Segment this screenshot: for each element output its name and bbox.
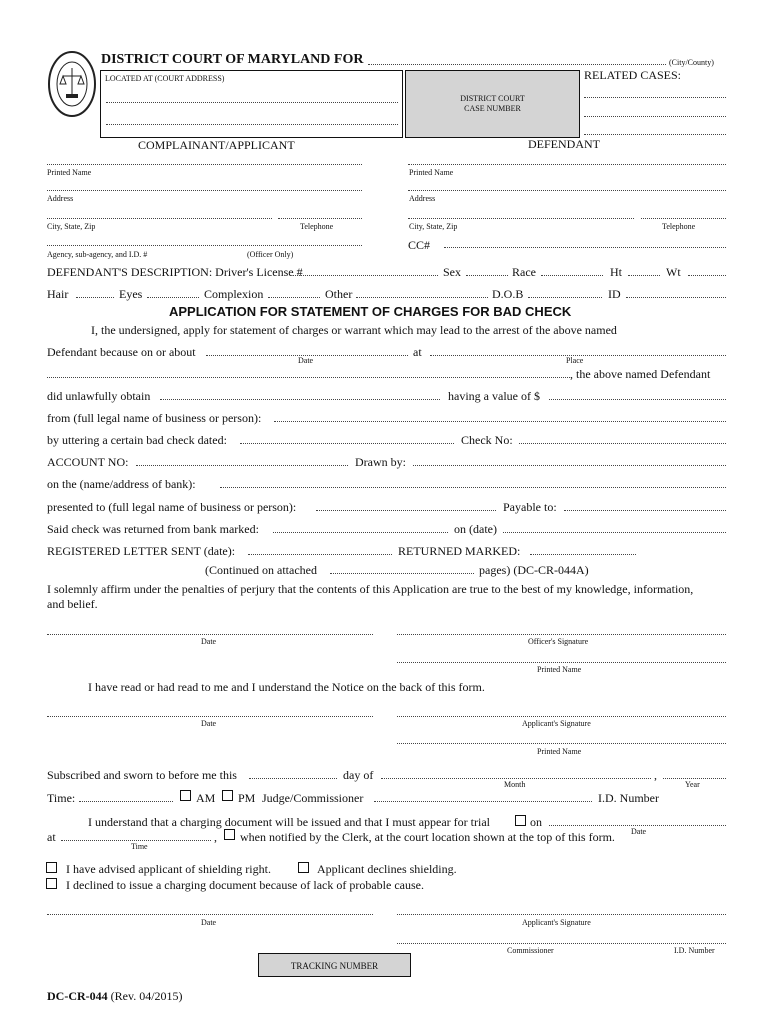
advised-shielding-label: I have advised applicant of shielding right. [66, 862, 271, 876]
complexion-field[interactable] [268, 297, 320, 298]
complexion-label: Complexion [204, 287, 264, 301]
declines-shielding-label: Applicant declines shielding. [317, 862, 457, 876]
defendant-city-label: City, State, Zip [409, 222, 458, 231]
defendant-name-label: Printed Name [409, 168, 454, 177]
defendant-address-field[interactable] [408, 190, 726, 191]
subscribed-label: Subscribed and sworn to before me this [47, 768, 237, 782]
presented-label: presented to (full legal name of business or person): [47, 500, 297, 514]
drivers-license-field[interactable] [293, 275, 438, 276]
defendant-phone-label: Telephone [662, 222, 696, 231]
sworn-time-field[interactable] [79, 801, 173, 802]
tracking-number-label: TRACKING NUMBER [290, 961, 379, 971]
when-notified-text: when notified by the Clerk, at the court location shown at the top of this form. [240, 830, 615, 844]
having-value-label: having a value of $ [448, 389, 540, 403]
check-no-label: Check No: [461, 433, 513, 447]
judge-field[interactable] [374, 801, 592, 802]
obtained-item-field[interactable] [160, 399, 440, 400]
presented-field[interactable] [316, 510, 496, 511]
complainant-heading: COMPLAINANT/APPLICANT [138, 138, 295, 152]
sworn-year-field[interactable] [663, 778, 726, 779]
commissioner-applicant-sig-label: Applicant's Signature [522, 918, 591, 927]
above-named-text: , the above named Defendant [570, 367, 711, 381]
trial-date-checkbox[interactable] [515, 815, 526, 826]
form-id-code: DC-CR-044 [47, 989, 108, 1003]
pm-checkbox[interactable] [222, 790, 233, 801]
defendant-heading: DEFENDANT [528, 137, 600, 151]
related-case-2[interactable] [584, 116, 726, 117]
trial-time-field[interactable] [61, 840, 211, 841]
court-title: DISTRICT COURT OF MARYLAND FOR [101, 52, 364, 67]
related-case-3[interactable] [584, 134, 726, 135]
form-id [47, 989, 183, 1004]
date-caption: Date [298, 356, 314, 365]
officer-printed-name-field[interactable] [397, 662, 726, 663]
related-cases-label: RELATED CASES: [584, 68, 682, 82]
agency-label: Agency, sub-agency, and I.D. # [47, 250, 148, 259]
other-field[interactable] [356, 297, 488, 298]
am-checkbox[interactable] [180, 790, 191, 801]
returned-marked-label: Said check was returned from bank marked: [47, 522, 259, 536]
at-label: at [413, 345, 422, 359]
drawn-by-field[interactable] [413, 465, 726, 466]
pm-label: PM [238, 791, 256, 805]
complainant-city-label: City, State, Zip [47, 222, 96, 231]
officer-only-label: (Officer Only) [247, 250, 294, 259]
hair-field[interactable] [76, 297, 114, 298]
complainant-phone-field[interactable] [278, 218, 362, 219]
applicant-signature-label: Applicant's Signature [522, 719, 591, 728]
on-bank-label: on the (name/address of bank): [47, 477, 196, 491]
commissioner-applicant-sig-field[interactable] [397, 914, 726, 915]
day-of-label: day of [343, 768, 374, 782]
commissioner-id-label: I.D. Number [674, 946, 715, 955]
applicant-date-field[interactable] [47, 716, 373, 717]
sworn-comma: , [654, 768, 657, 782]
eyes-field[interactable] [147, 297, 199, 298]
dob-label: D.O.B [492, 287, 524, 301]
sex-label: Sex [443, 265, 461, 279]
month-caption: Month [504, 780, 526, 789]
judge-commissioner-label: Judge/Commissioner [262, 791, 364, 805]
cc-label: CC# [408, 238, 431, 252]
complainant-name-label: Printed Name [47, 168, 92, 177]
description-label: DEFENDANT'S DESCRIPTION: Driver's License # [47, 265, 303, 279]
trial-time-caption: Time [131, 842, 148, 851]
defendant-because-label: Defendant because on or about [47, 345, 196, 359]
case-number-label-1: DISTRICT COURT [460, 94, 525, 103]
returned-marked-field[interactable] [273, 532, 448, 533]
id-field[interactable] [626, 297, 726, 298]
applicant-signature-field[interactable] [397, 716, 726, 717]
declined-issue-label: I declined to issue a charging document because of lack of probable cause. [66, 878, 424, 892]
when-notified-checkbox[interactable] [224, 829, 235, 840]
complainant-name-field[interactable] [47, 164, 362, 165]
sworn-id-number-label: I.D. Number [598, 791, 659, 805]
trial-date-field[interactable] [549, 825, 726, 826]
affirm-text: I solemnly affirm under the penalties of perjury that the contents of this Application are true to the best of my knowledge, information, [47, 582, 694, 596]
race-label: Race [512, 265, 536, 279]
registered-label: REGISTERED LETTER SENT (date): [47, 544, 236, 558]
sworn-month-field[interactable] [381, 778, 651, 779]
wt-label: Wt [666, 265, 681, 279]
applicant-date-label: Date [201, 719, 217, 728]
complainant-city-field[interactable] [47, 218, 272, 219]
read-notice-text: I have read or had read to me and I understand the Notice on the back of this form. [88, 680, 485, 694]
court-address-line-2[interactable] [106, 124, 398, 125]
application-title: APPLICATION FOR STATEMENT OF CHARGES FOR BAD CHECK [169, 304, 572, 319]
understand-text: I understand that a charging document will be issued and that I must appear for trial [88, 815, 490, 829]
case-number-label-2: CASE NUMBER [464, 104, 521, 113]
trial-on-label: on [530, 815, 542, 829]
bank-field[interactable] [220, 487, 726, 488]
place-caption: Place [566, 356, 584, 365]
from-field[interactable] [274, 421, 726, 422]
payable-label: Payable to: [503, 500, 557, 514]
sex-field[interactable] [466, 275, 508, 276]
on-date-label: on (date) [454, 522, 497, 536]
declines-shielding-checkbox[interactable] [298, 862, 309, 873]
officer-date-field[interactable] [47, 634, 373, 635]
payable-field[interactable] [564, 510, 726, 511]
eyes-label: Eyes [119, 287, 143, 301]
from-label: from (full legal name of business or person): [47, 411, 262, 425]
trial-at-label: at [47, 830, 56, 844]
account-no-field[interactable] [136, 465, 348, 466]
year-caption: Year [685, 780, 700, 789]
defendant-address-label: Address [409, 194, 436, 203]
complainant-phone-label: Telephone [300, 222, 334, 231]
defendant-city-field[interactable] [408, 218, 634, 219]
defendant-name-field[interactable] [408, 164, 726, 165]
check-date-field[interactable] [240, 443, 454, 444]
ht-label: Ht [610, 265, 622, 279]
continued-pages-field[interactable] [330, 573, 474, 574]
declined-issue-checkbox[interactable] [46, 878, 57, 889]
race-field[interactable] [541, 275, 603, 276]
dob-field[interactable] [528, 297, 602, 298]
sworn-day-field[interactable] [249, 778, 337, 779]
related-case-1[interactable] [584, 97, 726, 98]
court-seal [47, 50, 97, 118]
did-obtain-label: did unlawfully obtain [47, 389, 151, 403]
applicant-printed-name-label: Printed Name [537, 747, 582, 756]
account-no-label: ACCOUNT NO: [47, 455, 129, 469]
value-field[interactable] [549, 399, 726, 400]
officer-signature-field[interactable] [397, 634, 726, 635]
form-revision: (Rev. 04/2015) [110, 989, 183, 1003]
located-at-label: LOCATED AT (COURT ADDRESS) [105, 74, 225, 83]
check-no-field[interactable] [519, 443, 726, 444]
officer-date-label: Date [201, 637, 217, 646]
registered-date-field[interactable] [248, 554, 392, 555]
agency-field[interactable] [47, 245, 362, 246]
commissioner-label: Commissioner [507, 946, 554, 955]
id-label: ID [608, 287, 621, 301]
complainant-address-field[interactable] [47, 190, 362, 191]
court-address-line-1[interactable] [106, 102, 398, 103]
officer-printed-name-label: Printed Name [537, 665, 582, 674]
city-county-field[interactable] [368, 64, 666, 65]
place-line-2[interactable] [47, 377, 570, 378]
trial-date-caption: Date [631, 827, 647, 836]
city-county-label: (City/County) [669, 58, 714, 67]
drawn-by-label: Drawn by: [355, 455, 406, 469]
defendant-phone-field[interactable] [641, 218, 726, 219]
affirm-text-2: and belief. [47, 597, 98, 611]
returned-marked2-label: RETURNED MARKED: [398, 544, 521, 558]
hair-label: Hair [47, 287, 69, 301]
returned-date-field[interactable] [503, 532, 726, 533]
am-label: AM [196, 791, 216, 805]
complainant-address-label: Address [47, 194, 74, 203]
trial-comma: , [214, 830, 217, 844]
returned-marked2-field[interactable] [530, 554, 636, 555]
commissioner-field[interactable] [397, 943, 726, 944]
time-label: Time: [47, 791, 76, 805]
intro-text: I, the undersigned, apply for statement of charges or warrant which may lead to the arrest of the above named [91, 323, 617, 337]
advised-shielding-checkbox[interactable] [46, 862, 57, 873]
cc-field[interactable] [444, 247, 726, 248]
continued-label: (Continued on attached [205, 563, 317, 577]
commissioner-date-field[interactable] [47, 914, 373, 915]
officer-signature-label: Officer's Signature [528, 637, 589, 646]
applicant-printed-name-field[interactable] [397, 743, 726, 744]
ht-field[interactable] [628, 275, 660, 276]
wt-field[interactable] [688, 275, 726, 276]
other-label: Other [325, 287, 353, 301]
uttering-label: by uttering a certain bad check dated: [47, 433, 227, 447]
commissioner-date-label: Date [201, 918, 217, 927]
pages-label: pages) (DC-CR-044A) [479, 563, 589, 577]
